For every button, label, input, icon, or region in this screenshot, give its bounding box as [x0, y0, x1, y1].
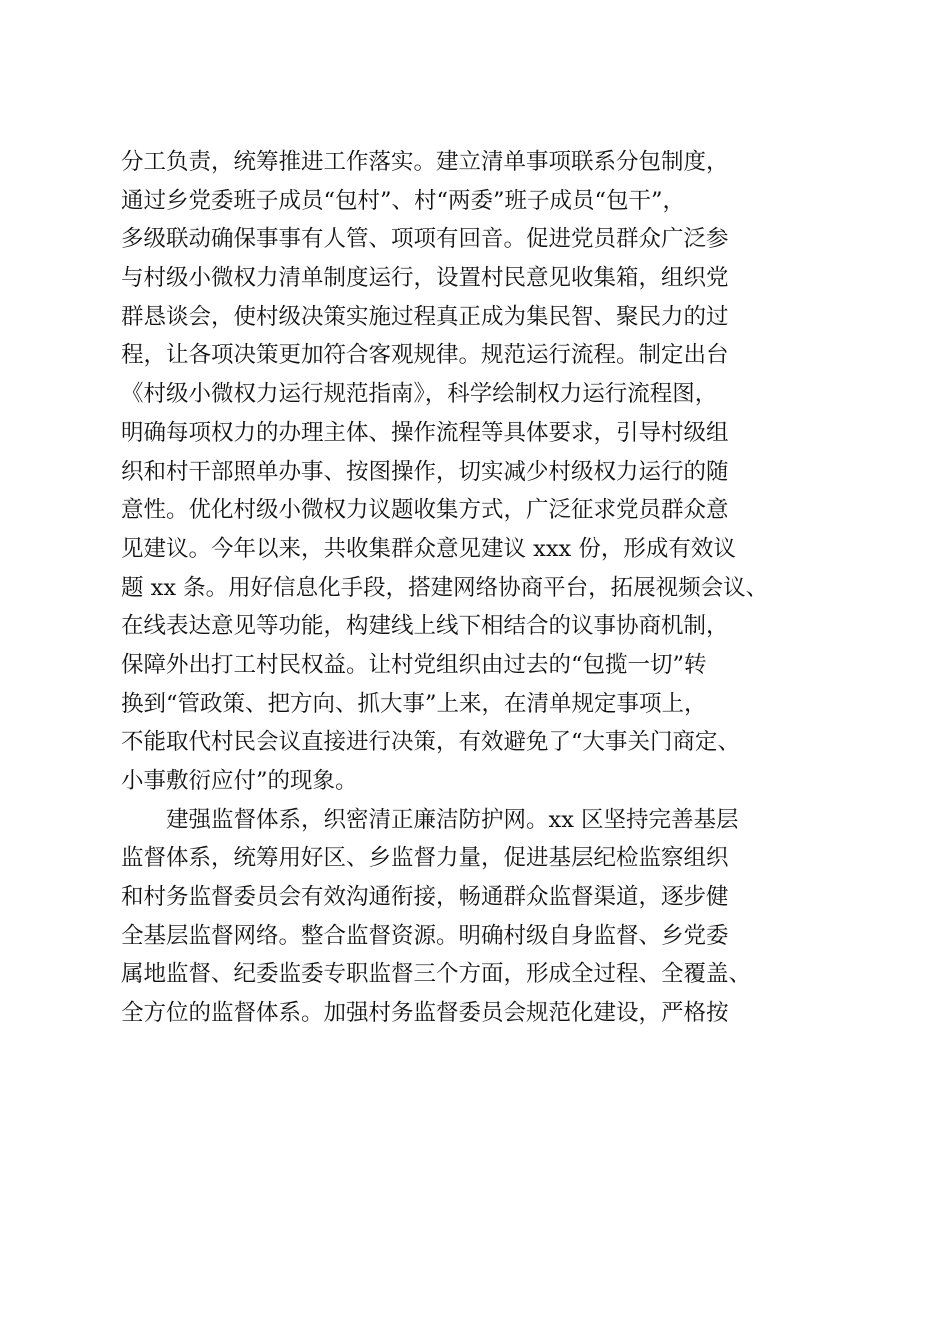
text-line: 意性。优化村级小微权力议题收集方式，广泛征求党员群众意 — [121, 497, 729, 524]
text-line: 明确每项权力的办理主体、操作流程等具体要求，引导村级组 — [121, 419, 729, 446]
paragraph-first-line: 建强监督体系，织密清正廉洁防护网。xx 区坚持完善基层 — [166, 806, 739, 833]
text-line: 换到“管政策、把方向、抓大事”上来，在清单规定事项上， — [121, 690, 707, 717]
text-line: 全基层监督网络。整合监督资源。明确村级自身监督、乡党委 — [121, 922, 729, 949]
text-line: 多级联动确保事事有人管、项项有回音。促进党员群众广泛参 — [121, 226, 729, 253]
text-line: 程，让各项决策更加符合客观规律。规范运行流程。制定出台 — [121, 342, 729, 369]
text-line: 监督体系，统筹用好区、乡监督力量，促进基层纪检监察组织 — [121, 845, 729, 872]
text-line: 和村务监督委员会有效沟通衔接，畅通群众监督渠道，逐步健 — [121, 884, 729, 911]
text-line: 通过乡党委班子成员“包村”、村“两委”班子成员“包干”， — [121, 187, 686, 214]
text-line: 见建议。今年以来，共收集群众意见建议 xxx 份，形成有效议 — [121, 535, 736, 562]
text-line: 小事敷衍应付”的现象。 — [121, 768, 358, 794]
text-line: 在线表达意见等功能，构建线上线下相结合的议事协商机制， — [121, 613, 729, 640]
text-line: 与村级小微权力清单制度运行，设置村民意见收集箱，组织党 — [121, 265, 729, 292]
text-line: 不能取代村民会议直接进行决策，有效避免了“大事关门商定、 — [121, 729, 741, 756]
document-body — [121, 143, 841, 1033]
text-line: 群恳谈会，使村级决策实施过程真正成为集民智、聚民力的过 — [121, 303, 729, 330]
text-line: 《村级小微权力运行规范指南》，科学绘制权力运行流程图， — [121, 381, 718, 408]
text-line: 全方位的监督体系。加强村务监督委员会规范化建设，严格按 — [121, 1000, 729, 1027]
text-line: 题 xx 条。用好信息化手段，搭建网络协商平台，拓展视频会议、 — [121, 574, 769, 601]
text-line: 织和村干部照单办事、按图操作，切实减少村级权力运行的随 — [121, 458, 729, 485]
text-line: 分工负责，统筹推进工作落实。建立清单事项联系分包制度， — [121, 149, 729, 175]
text-line: 保障外出打工村民权益。让村党组织由过去的“包揽一切”转 — [121, 651, 707, 678]
text-line: 属地监督、纪委监委专职监督三个方面，形成全过程、全覆盖、 — [121, 961, 752, 988]
